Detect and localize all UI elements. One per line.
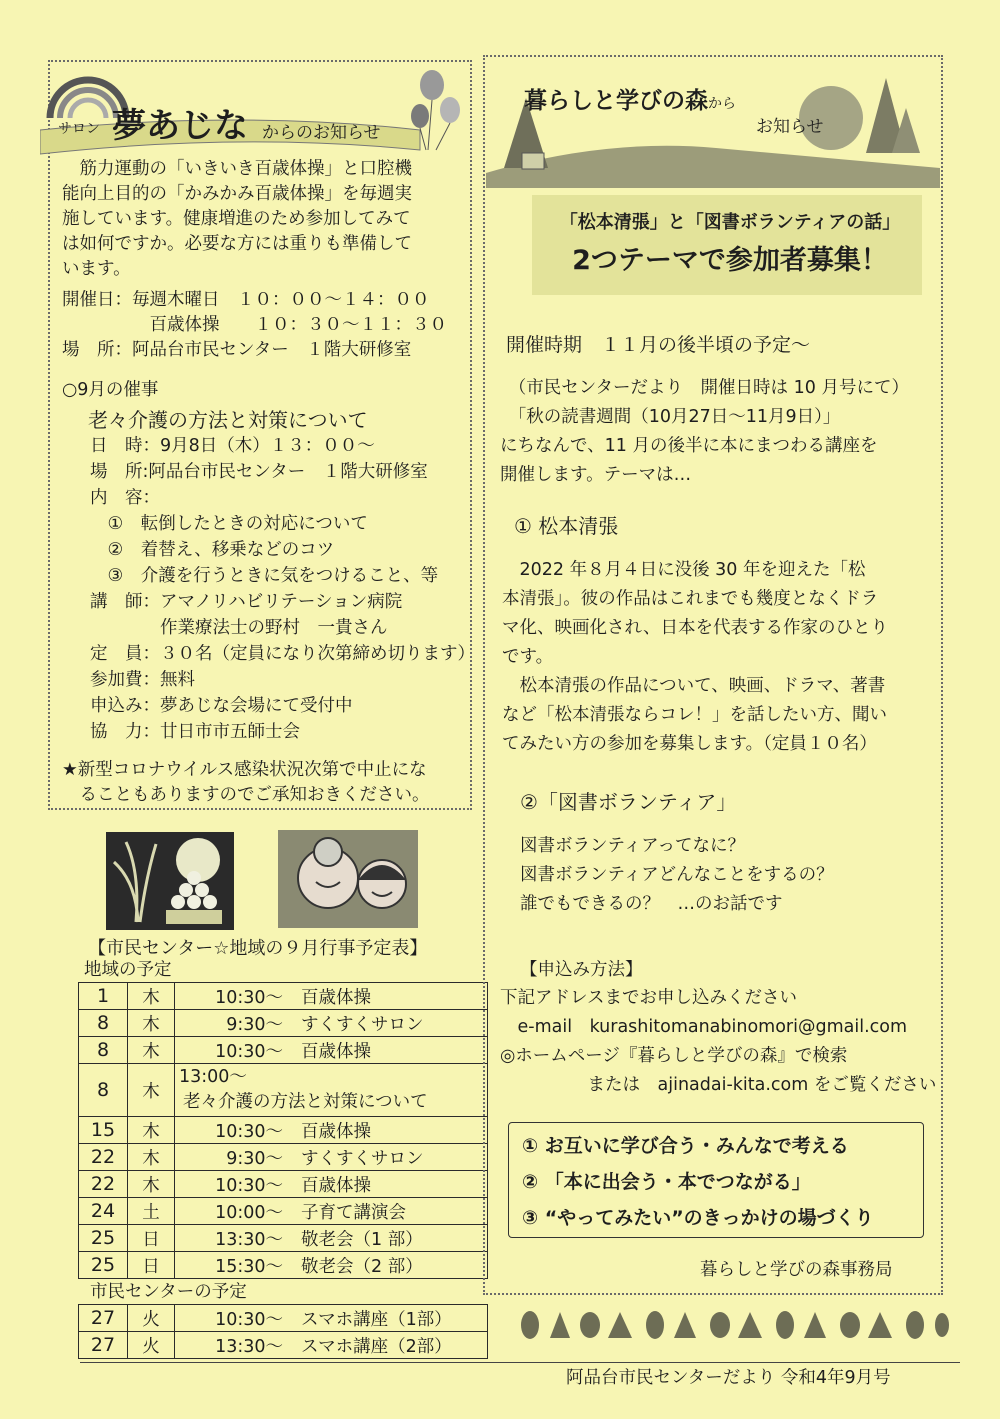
highlight-line-2: 2つテーマで参加者募集！	[572, 245, 888, 276]
local-schedule-heading: 地域の予定	[84, 960, 172, 980]
event-cell	[175, 1171, 488, 1198]
center-schedule-table	[78, 1304, 488, 1359]
event-time: 15:30～	[215, 1256, 283, 1277]
event-name: 子育て講演会	[301, 1202, 406, 1223]
day-cell: 8	[79, 1037, 128, 1064]
forest-banner-notice: お知らせ	[756, 117, 824, 137]
day-cell: 25	[79, 1225, 128, 1252]
table-row	[79, 1305, 488, 1332]
table-row	[79, 1037, 488, 1064]
motto-list: ① お互いに学び合う・みんなで考える ② 「本に出会う・本でつながる」 ③ “やってみたい”のきっかけの場づくり	[522, 1135, 874, 1229]
apply-heading: 【申込み方法】	[520, 960, 643, 980]
event-name: スマホ講座（2部）	[301, 1336, 452, 1357]
event-cell	[175, 1144, 488, 1171]
event-title: 老々介護の方法と対策について	[88, 408, 368, 432]
day-cell: 25	[79, 1252, 128, 1279]
day-cell: 27	[79, 1305, 128, 1332]
office-name: 暮らしと学びの森事務局	[700, 1260, 893, 1280]
table-row	[79, 983, 488, 1010]
day-cell: 8	[79, 1010, 128, 1037]
table-row	[79, 1225, 488, 1252]
table-row	[79, 1171, 488, 1198]
event-cell	[175, 1225, 488, 1252]
event-time: 9:30～	[226, 1148, 283, 1169]
salon-banner-art	[40, 70, 470, 160]
weekday-cell: 木	[128, 1010, 175, 1037]
event-details: 日 時：9月8日（木）１３：００～ 場 所:阿品台市民センター １階大研修室 内 容： ① 転倒したときの対応について ② 着替え、移乗などのコツ ③ 介護を行うときに気をつけること、等 講 師：アマノリハビリテーション病院 作業療法士の野村 一貴さん 定 員：３０名（定員になり次第締め切ります） 参加費：無料 申込み：夢あじな会場にて受付中 協 力：廿日市市五師士会	[90, 436, 475, 742]
event-heading: ○9月の催事	[62, 380, 159, 400]
calendar-title: 【市民センター☆地域の９月行事予定表】	[88, 938, 428, 959]
event-name: スマホ講座（1部）	[301, 1309, 452, 1330]
forest-banner-art	[486, 58, 940, 188]
event-name: 百歳体操	[301, 1041, 371, 1062]
weekday-cell: 木	[128, 983, 175, 1010]
event-cell	[175, 1117, 488, 1144]
weekday-cell: 火	[128, 1332, 175, 1359]
weekday-cell: 土	[128, 1198, 175, 1225]
table-row	[79, 1198, 488, 1225]
day-cell: 15	[79, 1117, 128, 1144]
forest-banner-title: 暮らしと学びの森から	[524, 88, 736, 114]
event-cell	[175, 1064, 488, 1117]
weekday-cell: 火	[128, 1305, 175, 1332]
event-time: 10:30～	[215, 987, 283, 1008]
salon-logo-suffix: からのお知らせ	[262, 123, 381, 143]
elderly-couple-illustration	[278, 830, 418, 928]
day-cell: 22	[79, 1144, 128, 1171]
topic-2-title: ②「図書ボランティア」	[520, 790, 737, 814]
event-name: すくすくサロン	[301, 1014, 424, 1035]
salon-intro: 筋力運動の「いきいき百歳体操」と口腔機 能向上目的の「かみかみ百歳体操」を毎週実 施しています。健康増進のため参加してみて は如何ですか。必要な方には重りも準備して います。	[62, 159, 412, 279]
day-cell: 27	[79, 1332, 128, 1359]
event-cell	[175, 1332, 488, 1359]
salon-schedule: 開催日：毎週木曜日 １０：００～１４：００ 百歳体操 １０：３０～１１：３０ 場 所：阿品台市民センター １階大研修室	[62, 290, 447, 360]
event-time: 10:30～	[215, 1041, 283, 1062]
event-time: 10:30～	[215, 1121, 283, 1142]
event-name: 老々介護の方法と対策について	[183, 1092, 428, 1112]
event-cell	[175, 1037, 488, 1064]
event-name: すくすくサロン	[301, 1148, 424, 1169]
event-time: 10:30～	[215, 1309, 283, 1330]
table-row	[79, 1144, 488, 1171]
table-row	[79, 1252, 488, 1279]
event-time: 13:30～	[215, 1229, 283, 1250]
event-cell	[175, 1252, 488, 1279]
day-cell: 1	[79, 983, 128, 1010]
event-period: 開催時期 １１月の後半頃の予定～	[506, 334, 811, 356]
highlight-line-1: 「松本清張」と「図書ボランティアの話」	[559, 212, 901, 233]
topic-1-title: ① 松本清張	[514, 514, 619, 538]
weekday-cell: 日	[128, 1225, 175, 1252]
day-cell: 8	[79, 1064, 128, 1117]
local-schedule-table	[78, 982, 488, 1279]
footer-rule	[80, 1362, 960, 1363]
leaves-decoration	[510, 1300, 950, 1350]
weekday-cell: 木	[128, 1117, 175, 1144]
table-row	[79, 1064, 488, 1117]
footer-text: 阿品台市民センターだより 令和4年9月号	[566, 1368, 891, 1388]
weekday-cell: 木	[128, 1144, 175, 1171]
topic-2-body: 図書ボランティアってなに？ 図書ボランティアどんなことをするの？ 誰でもできるの？ …のお話です	[520, 836, 834, 914]
event-cell	[175, 983, 488, 1010]
topic-1-body: 2022 年８月４日に没後 30 年を迎えた「松 本清張」。彼の作品はこれまでも幾度となくドラ マ化、映画化され、日本を代表する作家のひとり です。 松本清張の作品について、映画、ドラマ、著書 など「松本清張ならコレ！」を話したい方、聞い てみたい方の参加を募集します。（定員１０名）	[502, 560, 889, 754]
event-name: 百歳体操	[301, 1175, 371, 1196]
event-time: 10:30～	[215, 1175, 283, 1196]
covid-notice: ★新型コロナウイルス感染状況次第で中止にな ることもありますのでご承知おきください。	[62, 760, 430, 805]
event-cell	[175, 1198, 488, 1225]
table-row	[79, 1117, 488, 1144]
salon-logo-small: サロン	[58, 121, 100, 137]
weekday-cell: 木	[128, 1037, 175, 1064]
day-cell: 22	[79, 1171, 128, 1198]
center-schedule-heading: 市民センターの予定	[90, 1282, 247, 1302]
salon-logo: 夢あじな	[112, 106, 248, 146]
event-name: 敬老会（2 部）	[301, 1256, 423, 1277]
event-name: 敬老会（1 部）	[301, 1229, 423, 1250]
event-time: 9:30～	[226, 1014, 283, 1035]
weekday-cell: 木	[128, 1064, 175, 1117]
event-name: 百歳体操	[301, 1121, 371, 1142]
event-name: 百歳体操	[301, 987, 371, 1008]
weekday-cell: 木	[128, 1171, 175, 1198]
table-row	[79, 1010, 488, 1037]
table-row	[79, 1332, 488, 1359]
day-cell: 24	[79, 1198, 128, 1225]
apply-details: 下記アドレスまでお申し込みください e-mail kurashitomanabinomori@gmail.com ◎ホームページ『暮らしと学びの森』で検索 または ajinadai-kita.com をご覧ください	[500, 988, 937, 1095]
weekday-cell: 日	[128, 1252, 175, 1279]
event-cell	[175, 1305, 488, 1332]
forest-intro: （市民センターだより 開催日時は 10 月号にて） 「秋の読書週間（10月27日～11月9日）」 にちなんで、11 月の後半に本にまつわる講座を 開催します。テーマは…	[500, 378, 909, 485]
event-time: 10:00～	[215, 1202, 283, 1223]
event-time: 13:00～	[179, 1067, 247, 1087]
tsukimi-illustration	[106, 832, 234, 930]
event-cell	[175, 1010, 488, 1037]
event-time: 13:30～	[215, 1336, 283, 1357]
